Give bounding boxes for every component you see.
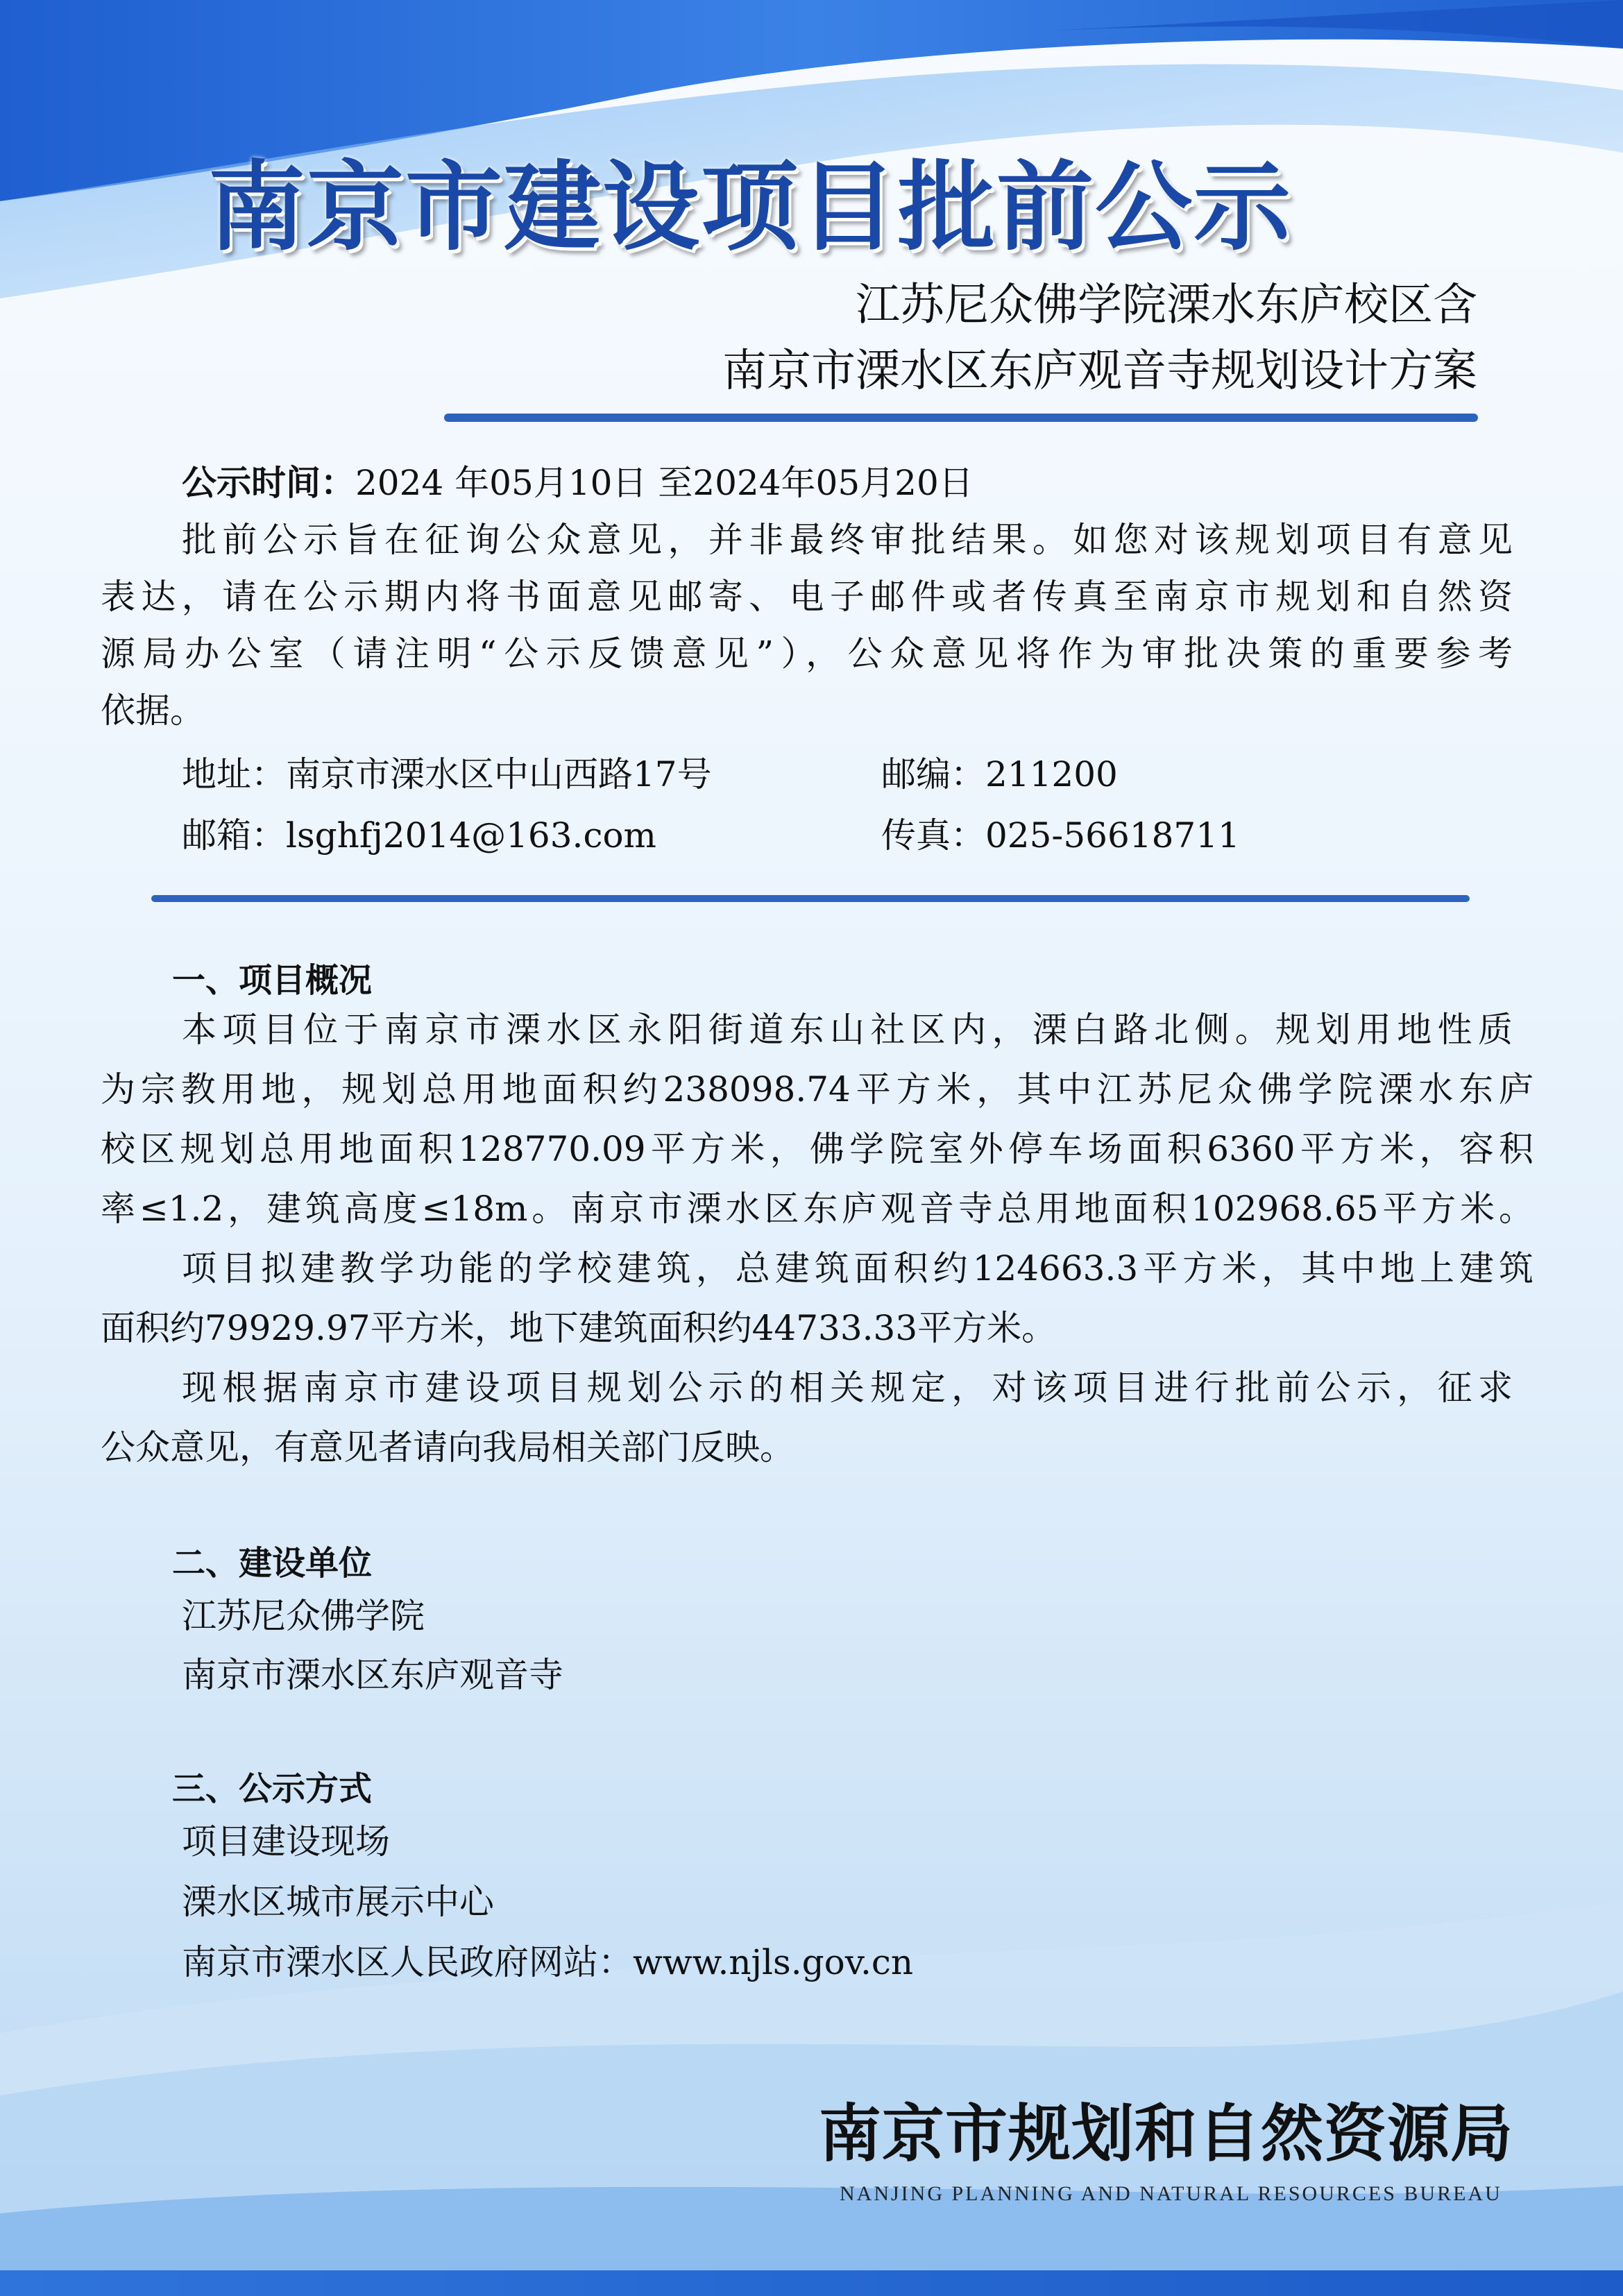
section-project-overview (0, 902, 1623, 1492)
notice-title: 南京市建设项目批前公示 (208, 151, 1293, 264)
section1-para1-line: 校区规划总用地面积128770.09平方米，佛学院室外停车场面积6360平方米，容积 (101, 1129, 1533, 1169)
section1-para3-line: 现根据南京市建设项目规划公示的相关规定，对该项目进行批前公示，征求 (182, 1368, 1513, 1408)
section1-para1-line: 本项目位于南京市溧水区永阳街道东山社区内，溧白路北侧。规划用地性质 (182, 1010, 1513, 1050)
section1-para1-line: 为宗教用地，规划总用地面积约238098.74平方米，其中江苏尼众佛学院溧水东庐 (101, 1069, 1533, 1109)
intro-paragraph-line: 源局办公室（请注明“公示反馈意见”），公众意见将作为审批决策的重要参考 (101, 633, 1513, 674)
section-divider (151, 895, 1470, 902)
notice-period (182, 459, 974, 507)
notice-method-website[interactable]: 南京市溧水区人民政府网站：www.njls.gov.cn (182, 1942, 914, 1982)
section-construction-units (0, 1527, 1623, 1707)
contact-fax: 传真：025-56618711 (881, 815, 1240, 856)
notice-method-item: 项目建设现场 (182, 1821, 390, 1862)
intro-paragraph-line: 批前公示旨在征询公众意见，并非最终审批结果。如您对该规划项目有意见 (182, 520, 1513, 560)
issuing-bureau-english-name: NANJING PLANNING AND NATURAL RESOURCES BUREAU (840, 2182, 1502, 2205)
contact-address: 地址：南京市溧水区中山西路17号 (182, 754, 712, 794)
project-subtitle-line1: 江苏尼众佛学院溧水东庐校区含 (856, 280, 1477, 331)
section3-heading: 三、公示方式 (172, 1769, 373, 1808)
contact-email[interactable]: 邮箱：lsghfj2014@163.com (182, 815, 656, 856)
intro-paragraph-line: 表达，请在公示期内将书面意见邮寄、电子邮件或者传真至南京市规划和自然资 (101, 577, 1513, 617)
section1-para2-line: 面积约79929.97平方米，地下建筑面积约44733.33平方米。 (101, 1308, 1057, 1348)
intro-paragraph-line: 依据。 (101, 690, 205, 731)
section1-para3-line: 公众意见，有意见者请向我局相关部门反映。 (101, 1427, 794, 1468)
section2-heading: 二、建设单位 (172, 1544, 373, 1583)
section1-para2-line: 项目拟建教学功能的学校建筑，总建筑面积约124663.3平方米，其中地上建筑 (182, 1248, 1533, 1289)
period-label: 公示时间： (182, 463, 355, 503)
project-subtitle-line2: 南京市溧水区东庐观音寺规划设计方案 (722, 346, 1477, 397)
construction-unit-item: 南京市溧水区东庐观音寺 (182, 1655, 563, 1695)
section1-para1-line: 率≤1.2，建筑高度≤18m。南京市溧水区东庐观音寺总用地面积102968.65平方米。 (101, 1189, 1533, 1229)
construction-unit-item: 江苏尼众佛学院 (182, 1596, 425, 1636)
contact-postcode: 邮编：211200 (881, 754, 1118, 794)
notice-method-item: 溧水区城市展示中心 (182, 1882, 494, 1922)
section-notice-methods (0, 1749, 1623, 1998)
issuing-bureau-name: 南京市规划和自然资源局 (819, 2097, 1513, 2170)
period-value: 2024 年05月10日 至2024年05月20日 (355, 463, 974, 503)
section1-heading: 一、项目概况 (172, 961, 373, 1000)
intro-block (0, 0, 1623, 902)
